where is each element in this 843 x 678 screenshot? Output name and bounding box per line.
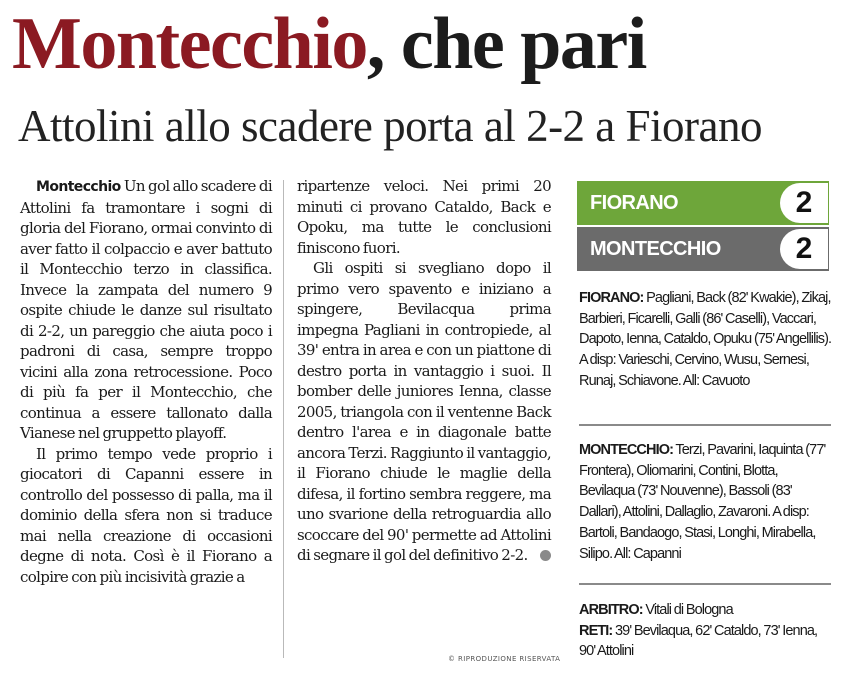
end-of-article-dot-icon: [540, 550, 551, 561]
officials-separator: [579, 583, 831, 585]
away-lineup-text: Terzi, Pavarini, Iaquinta (77' Frontera), Oliomarini, Contini, Blotta, Bevilaqua (73' Nouvenne), Bassoli (83' Dallari), Attolini, Dallaglio, Zavaroni. A disp: Bartoli, Bandaogo, Stasi, Longhi, Mirabella, Silipo. All: Capanni: [579, 442, 826, 562]
article-column-1: [20, 176, 272, 587]
lineup-separator: [579, 424, 831, 426]
referee-text: Vitali di Bologna: [645, 602, 733, 618]
away-team-name: MONTECCHIO: [590, 238, 721, 260]
away-lineup: [579, 440, 835, 564]
article-column-2: [297, 176, 551, 566]
copyright-notice: © RIPRODUZIONE RISERVATA: [448, 655, 561, 663]
away-lineup-label: MONTECCHIO:: [579, 442, 674, 458]
goals-text: 39' Bevilaqua, 62' Cataldo, 73' Ienna, 90' Attolini: [579, 622, 818, 660]
home-lineup-label: FIORANO:: [579, 290, 644, 306]
goals-line: [579, 621, 835, 662]
article-paragraph-3: [297, 258, 551, 566]
goals-label: RETI:: [579, 622, 613, 639]
headline: [12, 2, 837, 86]
headline-accent: Montecchio: [12, 3, 367, 85]
home-lineup: [579, 288, 835, 392]
article-paragraph-3-text: Gli ospiti si svegliano dopo il primo vero spavento e iniziano a spingere, Bevilacqua prima impegna Pagliani in contropiede, al 39' entra in area e con un piattone di destro porta in vantaggio i suoi. Il bomber delle juniores Ienna, classe 2005, triangola con il ventenne Back dentro l'area e in diagonale batte ancora Terzi. Raggiunto il vantaggio, il Fiorano chiude le maglie della difesa, il fortino sembra reggere, ma uno svarione della retroguardia allo scoccare del 90' permette ad Attolini di segnare il gol del definitivo 2-2.: [297, 259, 551, 564]
column-divider: [283, 180, 284, 658]
article-paragraph-1-text: Un gol allo scadere di Attolini fa tramontare i sogni di gloria del Fiorano, ormai convinto di aver fatto il colpaccio e aver battuto il Montecchio terzo in classifica. Invece la zampata del numero 9 ospite chiude le danze sul risultato di 2-2, un pareggio che aiuta poco i padroni di casa, sempre troppo vicini alla zona retrocessione. Poco di più fa per il Montecchio, che continua a essere tallonato dalla Vianese nel gruppetto playoff.: [20, 177, 272, 442]
home-team-score: 2: [780, 183, 828, 223]
home-team-name: FIORANO: [590, 192, 679, 214]
referee-label: ARBITRO:: [579, 602, 643, 618]
headline-rest: , che pari: [366, 3, 646, 85]
referee-line: [579, 600, 835, 621]
article-paragraph-2-continued: ripartenze veloci. Nei primi 20 minuti ci provano Cataldo, Back e Opoku, ma tutte le conclusioni finiscono fuori.: [297, 177, 551, 257]
away-team-score: 2: [780, 229, 828, 269]
subheadline: Attolini allo scadere porta al 2-2 a Fiorano: [18, 101, 763, 151]
article-paragraph-2: Il primo tempo vede proprio i giocatori di Capanni essere in controllo del possesso di palla, ma il dominio della sfera non si traduce mai nella creazione di occasioni degne di nota. Così è il Fiorano a colpire con più incisività grazie a: [20, 444, 272, 586]
scoreboard-away: [577, 227, 829, 271]
article-paragraph-1: [20, 176, 272, 444]
article-lead: Montecchio: [36, 179, 121, 195]
scoreboard-home: [577, 181, 829, 225]
match-officials: [579, 600, 835, 662]
home-lineup-text: Pagliani, Back (82' Kwakie), Zikaj, Barbieri, Ficarelli, Galli (86' Caselli), Vaccari, Dapoto, Ienna, Cataldo, Opuku (75' Angellilis). A disp: Varieschi, Cervino, Wusu, Sernesi, Runaj, Schiavone. All: Cavuoto: [579, 290, 832, 389]
